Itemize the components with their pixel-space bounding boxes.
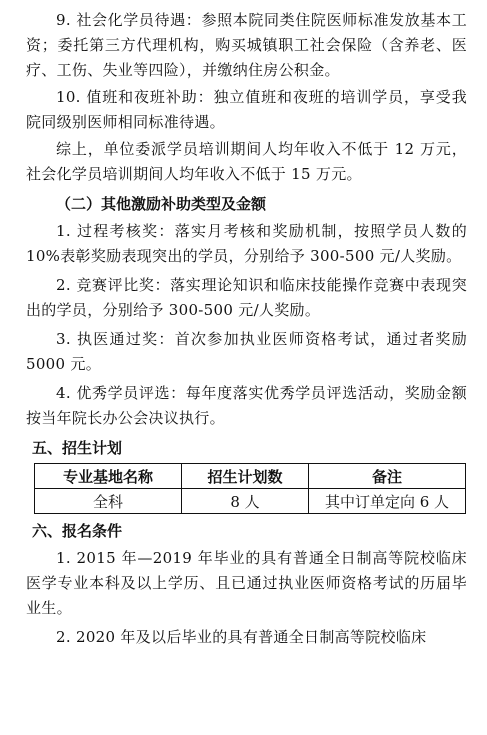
table-row [35, 489, 466, 514]
paragraph-night-shift-allowance: 10. 值班和夜班补助：独立值班和夜班的培训学员，享受我院同级别医师相同标准待遇。 [26, 88, 467, 131]
table-cell-plan-count: 8 人 [182, 489, 309, 514]
heading-application-conditions: 六、报名条件 [32, 522, 123, 540]
paragraph-condition-graduates-2020: 2. 2020 年及以后毕业的具有普通全日制高等院校临床 [56, 628, 427, 646]
paragraph-license-exam-award: 3. 执医通过奖：首次参加执业医师资格考试，通过者奖励 5000 元。 [26, 330, 467, 373]
table-header-base-name: 专业基地名称 [35, 464, 182, 489]
paragraph-income-summary: 综上，单位委派学员培训期间人均年收入不低于 12 万元，社会化学员培训期间人均年收入不低于 15 万元。 [26, 140, 467, 183]
table-cell-base-name: 全科 [35, 489, 182, 514]
table-cell-remarks: 其中订单定向 6 人 [309, 489, 466, 514]
table-header-remarks: 备注 [309, 464, 466, 489]
enrollment-plan-table [34, 463, 466, 514]
paragraph-excellent-trainee-selection: 4. 优秀学员评选：每年度落实优秀学员评选活动，奖励金额按当年院长办公会决议执行。 [26, 384, 467, 427]
table-header-row [35, 464, 466, 489]
heading-other-incentives: （二）其他激励补助类型及金额 [56, 195, 267, 213]
paragraph-social-trainee-benefits: 9. 社会化学员待遇：参照本院同类住院医师标准发放基本工资；委托第三方代理机构，购买城镇职工社会保险（含养老、医疗、工伤、失业等四险），并缴纳住房公积金。 [26, 11, 467, 79]
paragraph-competition-award: 2. 竞赛评比奖：落实理论知识和临床技能操作竞赛中表现突出的学员，分别给予 300-500 元/人奖励。 [26, 276, 467, 319]
table-header-plan-count: 招生计划数 [182, 464, 309, 489]
paragraph-condition-graduates-2015-2019: 1. 2015 年—2019 年毕业的具有普通全日制高等院校临床医学专业本科及以上学历、且已通过执业医师资格考试的历届毕业生。 [26, 549, 467, 617]
heading-enrollment-plan: 五、招生计划 [32, 439, 123, 457]
paragraph-process-assessment-award: 1. 过程考核奖：落实月考核和奖励机制，按照学员人数的 10%表彰奖励表现突出的学员，分别给予 300-500 元/人奖励。 [26, 222, 467, 265]
